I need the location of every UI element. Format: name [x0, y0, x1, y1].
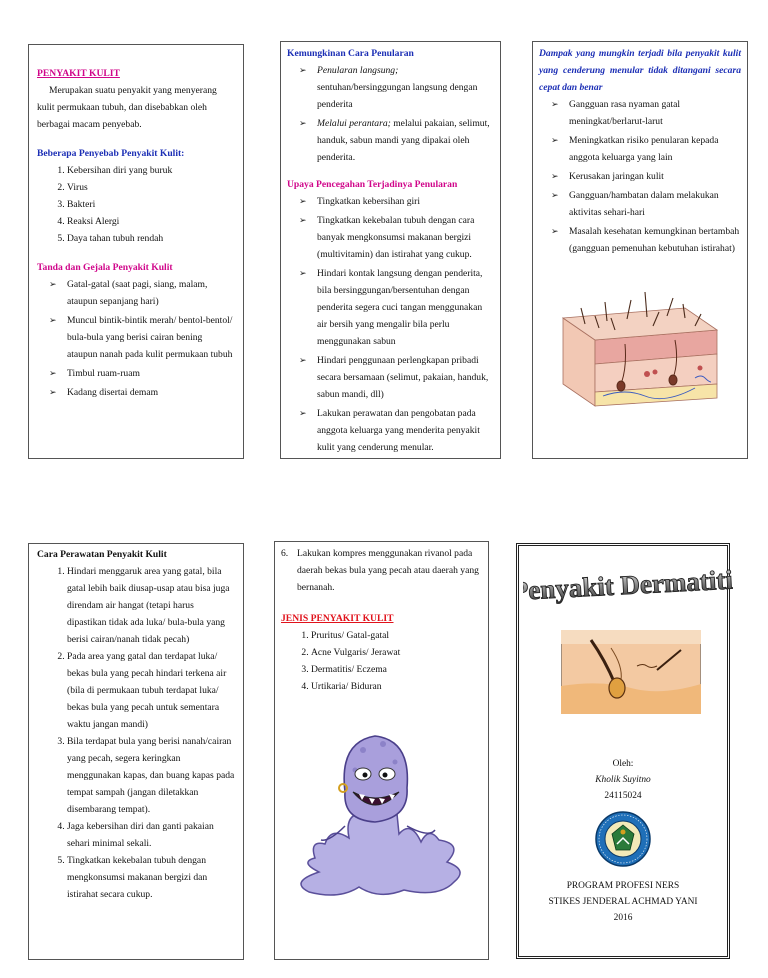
impact-list: [539, 96, 741, 257]
care-list: [37, 563, 235, 903]
impact-heading: Dampak yang mungkin terjadi bila penyakit kulit yang cenderung menular tidak ditangani secara cepat dan benar: [539, 48, 741, 93]
transmission-text: sentuhan/bersinggungan langsung dengan penderita: [317, 82, 478, 110]
list-item: ➢ Muncul bintik-bintik merah/ bentol-bentol/ bula-bula yang berisi cairan bening ataupun nanah pada kulit permukaan tubuh: [67, 312, 235, 363]
year: 2016: [613, 913, 633, 923]
list-item: 2. Pada area yang gatal dan terdapat luka/ bekas bula yang pecah hindari terkena air (bila di permukaan tubuh terdapat luka/ bekas bula yang pecah untuk sementara waktu jangan mandi): [67, 648, 235, 733]
program-name: PROGRAM PROFESI NERS: [566, 881, 680, 891]
cover-title: [523, 554, 733, 620]
panel-impact: [532, 41, 748, 459]
list-item: ➢ Hindari kontak langsung dengan penderita, bila bersinggungan/bersentuhan dengan penderita segera cuci tangan menggunakan air bersih yang mengalir bila perlu menggunakan sabun: [317, 265, 492, 350]
list-item: 5. Tingkatkan kekebalan tubuh dengan mengkonsumsi makanan bergizi dan istirahat secara cukup.: [67, 852, 235, 903]
intro-paragraph: Merupakan suatu penyakit yang menyerang kulit permukaan tubuh, dan disebabkan oleh berbagai macam penyebab.: [37, 85, 217, 130]
signs-heading: Tanda dan Gejala Penyakit Kulit: [37, 262, 173, 273]
list-item: 4. Reaksi Alergi: [67, 213, 235, 230]
panel-intro: [28, 44, 244, 459]
types-list: [281, 627, 480, 695]
list-item: 2. Virus: [67, 179, 235, 196]
transmission-list: [287, 62, 492, 166]
prevention-list: [287, 193, 492, 456]
transmission-label: Penularan langsung;: [317, 65, 399, 76]
list-item: [317, 62, 492, 113]
cover-title-wordart: [523, 554, 733, 614]
panel-types: [274, 541, 489, 960]
list-item: 4. Jaga kebersihan diri dan ganti pakaian sehari minimal sekali.: [67, 818, 235, 852]
transmission-text: melalui pakaian, selimut, handuk, sabun mandi yang dipakai oleh penderita.: [317, 118, 490, 163]
list-item: ➢ Gangguan rasa nyaman gatal meningkat/berlarut-larut: [569, 96, 741, 130]
author-label: Oleh:: [612, 759, 634, 769]
author-name: Kholik Suyitno: [595, 775, 651, 785]
panel-cover: [516, 543, 733, 959]
list-item: 4. Urtikaria/ Biduran: [311, 678, 480, 695]
skin-cross-section-illustration: [555, 288, 725, 414]
germ-monster-illustration: [279, 722, 479, 902]
school-name: STIKES JENDERAL ACHMAD YANI: [548, 897, 698, 907]
list-item: ➢ Gangguan/hambatan dalam melakukan aktivitas sehari-hari: [569, 187, 741, 221]
care-heading: Cara Perawatan Penyakit Kulit: [37, 549, 167, 560]
causes-heading: Beberapa Penyebab Penyakit Kulit:: [37, 148, 185, 159]
transmission-label: Melalui perantara;: [317, 118, 391, 129]
list-item: ➢ Gatal-gatal (saat pagi, siang, malam, ataupun sepanjang hari): [67, 276, 235, 310]
list-item: ➢ Kerusakan jaringan kulit: [569, 168, 741, 185]
list-item: ➢ Masalah kesehatan kemungkinan bertambah (gangguan pemenuhan kebutuhan istirahat): [569, 223, 741, 257]
list-item: ➢ Tingkatkan kebersihan giri: [317, 193, 492, 210]
list-item: ➢ Hindari penggunaan perlengkapan pribadi secara bersamaan (selimut, pakaian, handuk, sabun mandi, dll): [317, 352, 492, 403]
list-item: 2. Acne Vulgaris/ Jerawat: [311, 644, 480, 661]
prevention-heading: Upaya Pencegahan Terjadinya Penularan: [287, 179, 458, 190]
care-item-6: [281, 545, 480, 596]
list-item: ➢ Kadang disertai demam: [67, 384, 235, 401]
list-item: ➢ Lakukan perawatan dan pengobatan pada anggota keluarga yang menderita penyakit kulit yang cenderung menular.: [317, 405, 492, 456]
cover-title-text: Penyakit Dermatitis: [523, 563, 733, 607]
list-item: 1. Pruritus/ Gatal-gatal: [311, 627, 480, 644]
list-item: 3. Bakteri: [67, 196, 235, 213]
signs-list: [37, 276, 235, 401]
panel-care: [28, 543, 244, 960]
list-item: 1. Hindari menggaruk area yang gatal, bila gatal lebih baik diusap-usap atau bisa juga direndam air hangat (tetapi harus dipastikan tidak ada luka/ bula-bula yang berisi cairan/nanah tidak pecah): [67, 563, 235, 648]
hair-follicle-illustration: [561, 630, 701, 714]
list-item: 1. Kebersihan diri yang buruk: [67, 162, 235, 179]
causes-list: [37, 162, 235, 247]
care-item-number: 6.: [281, 548, 289, 559]
list-item: [317, 115, 492, 166]
list-item: ➢ Timbul ruam-ruam: [67, 365, 235, 382]
types-heading: JENIS PENYAKIT KULIT: [281, 613, 394, 624]
institution-logo: [594, 810, 652, 868]
list-item: ➢ Tingkatkan kekebalan tubuh dengan cara banyak mengkonsumsi makanan bergizi (multivitamin) dan istirahat yang cukup.: [317, 212, 492, 263]
panel-transmission: [280, 41, 501, 459]
list-item: 3. Bila terdapat bula yang berisi nanah/cairan yang pecah, segera keringkan menggunakan kapas, dan buang kapas pada tempat sampah (jangan diletakkan disembarang tempat).: [67, 733, 235, 818]
list-item: ➢ Meningkatkan risiko penularan kepada anggota keluarga yang lain: [569, 132, 741, 166]
transmission-heading: Kemungkinan Cara Penularan: [287, 48, 414, 59]
student-id: 24115024: [604, 791, 642, 801]
section-title: PENYAKIT KULIT: [37, 68, 120, 79]
list-item: 3. Dermatitis/ Eczema: [311, 661, 480, 678]
care-item-text: Lakukan kompres menggunakan rivanol pada daerah bekas bula yang pecah atau daerah yang bernanah.: [297, 548, 479, 593]
list-item: 5. Daya tahan tubuh rendah: [67, 230, 235, 247]
